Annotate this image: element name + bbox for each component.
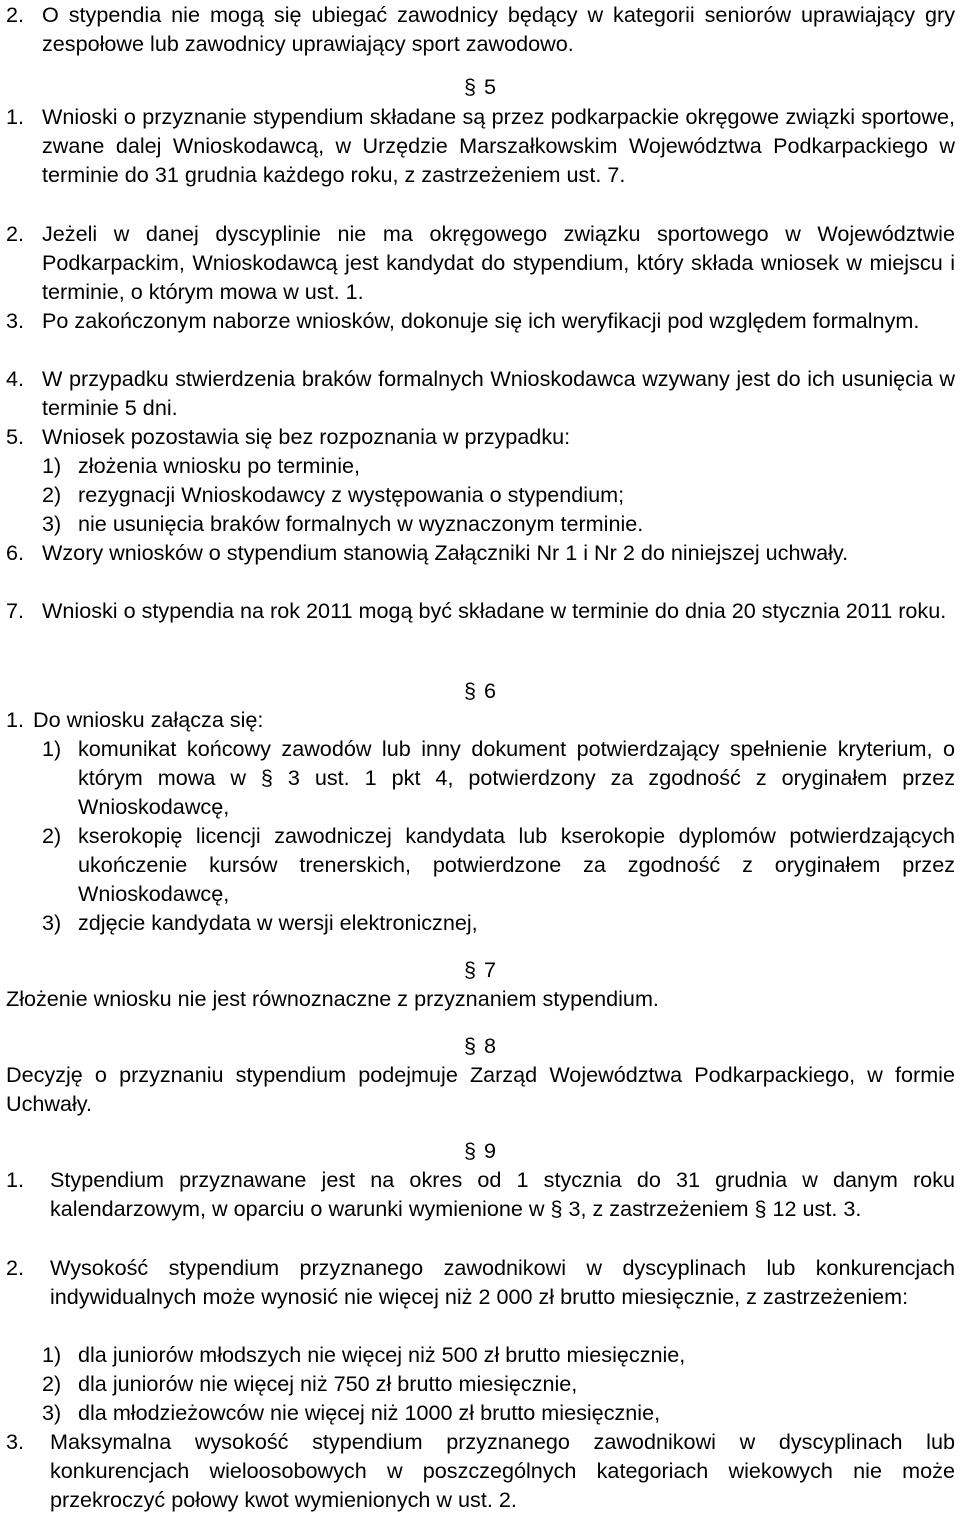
sub-item-text: komunikat końcowy zawodów lub inny dokument potwierdzający spełnienie kryterium, o którym mowa w § 3 ust. 1 pkt 4, potwierdzony za zgodność z oryginałem przez Wnioskodawcę, (78, 736, 955, 819)
sub-item-number: 1) (42, 736, 62, 761)
item-text: Wnioski o stypendia na rok 2011 mogą być składane w terminie do dnia 20 stycznia 2011 roku. (42, 598, 947, 623)
sub-list-item (42, 451, 955, 480)
sub-list-item (42, 509, 955, 538)
sub-item-number: 2) (42, 1371, 62, 1396)
item-number: 6. (6, 540, 25, 565)
item-number: 2. (6, 2, 25, 27)
sub-item-text: rezygnacji Wnioskodawcy z występowania o stypendium; (78, 482, 625, 507)
sub-item-text: dla juniorów młodszych nie więcej niż 500 zł brutto miesięcznie, (78, 1342, 686, 1367)
item-number: 1. (6, 707, 25, 732)
section-number: 6 (484, 678, 497, 703)
item-number: 4. (6, 366, 25, 391)
section-7-text: Złożenie wniosku nie jest równoznaczne z przyznaniem stypendium. (6, 986, 659, 1011)
section-number: 5 (484, 74, 497, 99)
paragraph-sign: § (463, 1138, 476, 1163)
item-number: 3. (6, 1429, 25, 1454)
item-text: Wnioski o przyznanie stypendium składane są przez podkarpackie okręgowe związki sportowe, zwane dalej Wnioskodawcą, w Urzędzie Marszałkowskim Województwa Podkarpackiego w terminie do 31 grudnia każdego roku, z zastrzeżeniem ust. 7. (42, 104, 955, 187)
item-number: 2. (6, 221, 25, 246)
sub-item-text: nie usunięcia braków formalnych w wyznaczonym terminie. (78, 511, 644, 536)
item-text: Stypendium przyznawane jest na okres od 1 stycznia do 31 grudnia w danym roku kalendarzowym, w oparciu o warunki wymienione w § 3, z zastrzeżeniem § 12 ust. 3. (50, 1167, 955, 1221)
section-heading-6 (0, 676, 960, 705)
item-number: 3. (6, 308, 25, 333)
list-item (6, 1165, 955, 1223)
item-number: 1. (6, 104, 25, 129)
sub-list-item (42, 480, 955, 509)
item-text: O stypendia nie mogą się ubiegać zawodnicy będący w kategorii seniorów uprawiający gry zespołowe lub zawodnicy uprawiający sport zawodowo. (42, 2, 955, 56)
item-number: 1. (6, 1167, 25, 1192)
item-text: Maksymalna wysokość stypendium przyznanego zawodnikowi w dyscyplinach lub konkurencjach wieloosobowych w poszczególnych kategoriach wiekowych nie może przekroczyć połowy kwot wymienionych w ust. 2. (50, 1429, 955, 1512)
section-8-text: Decyzję o przyznaniu stypendium podejmuje Zarząd Województwa Podkarpackiego, w formie Uchwały. (6, 1062, 955, 1116)
list-item (6, 1427, 955, 1514)
sub-list-item (42, 734, 955, 821)
item-number: 7. (6, 598, 25, 623)
sub-item-number: 2) (42, 823, 62, 848)
paragraph-sign: § (463, 957, 476, 982)
list-item (6, 538, 955, 567)
list-item (6, 102, 955, 189)
paragraph-sign: § (463, 74, 476, 99)
list-item (6, 364, 955, 422)
item-text: Wniosek pozostawia się bez rozpoznania w przypadku: (42, 424, 571, 449)
section-number: 9 (484, 1138, 497, 1163)
section-heading-8 (0, 1031, 960, 1060)
item-text: Jeżeli w danej dyscyplinie nie ma okręgowego związku sportowego w Województwie Podkarpackim, Wnioskodawcą jest kandydat do stypendium, który składa wniosek w miejscu i terminie, o którym mowa w ust. 1. (42, 221, 955, 304)
section-heading-5 (0, 72, 960, 101)
list-item (6, 306, 955, 335)
sub-item-number: 3) (42, 511, 62, 536)
item-text: Wzory wniosków o stypendium stanowią Załączniki Nr 1 i Nr 2 do niniejszej uchwały. (42, 540, 849, 565)
item-text: Wysokość stypendium przyznanego zawodnikowi w dyscyplinach lub konkurencjach indywidualnych może wynosić nie więcej niż 2 000 zł brutto miesięcznie, z zastrzeżeniem: (50, 1255, 955, 1309)
list-item (6, 422, 955, 451)
sub-item-number: 3) (42, 1400, 62, 1425)
item-text: Po zakończonym naborze wniosków, dokonuje się ich weryfikacji pod względem formalnym. (42, 308, 920, 333)
sub-item-text: zdjęcie kandydata w wersji elektronicznej, (78, 910, 478, 935)
item-number: 5. (6, 424, 25, 449)
item-text: Do wniosku załącza się: (33, 707, 264, 732)
section-heading-9 (0, 1136, 960, 1165)
sub-item-text: złożenia wniosku po terminie, (78, 453, 361, 478)
list-item (6, 219, 955, 306)
paragraph-sign: § (463, 1033, 476, 1058)
sub-list-item (42, 908, 955, 937)
list-item (6, 1253, 955, 1311)
item-text: W przypadku stwierdzenia braków formalnych Wnioskodawca wzywany jest do ich usunięcia w terminie 5 dni. (42, 366, 955, 420)
section-number: 7 (484, 957, 497, 982)
sub-item-number: 2) (42, 482, 62, 507)
item-number: 2. (6, 1255, 25, 1280)
sub-item-text: dla młodzieżowców nie więcej niż 1000 zł brutto miesięcznie, (78, 1400, 661, 1425)
sub-list-item (42, 1340, 955, 1369)
sub-item-number: 1) (42, 1342, 62, 1367)
section-number: 8 (484, 1033, 497, 1058)
sub-item-number: 3) (42, 910, 62, 935)
sub-item-text: dla juniorów nie więcej niż 750 zł brutto miesięcznie, (78, 1371, 578, 1396)
sub-item-number: 1) (42, 453, 62, 478)
sub-item-text: kserokopię licencji zawodniczej kandydata lub kserokopie dyplomów potwierdzających ukończenie kursów trenerskich, potwierdzone za zgodność z oryginałem przez Wnioskodawcę, (78, 823, 955, 906)
sub-list-item (42, 1369, 955, 1398)
sub-list-item (42, 821, 955, 908)
list-item (6, 596, 955, 625)
list-item (6, 705, 955, 734)
section-heading-7 (0, 955, 960, 984)
list-item (6, 0, 955, 58)
paragraph-sign: § (463, 678, 476, 703)
sub-list-item (42, 1398, 955, 1427)
